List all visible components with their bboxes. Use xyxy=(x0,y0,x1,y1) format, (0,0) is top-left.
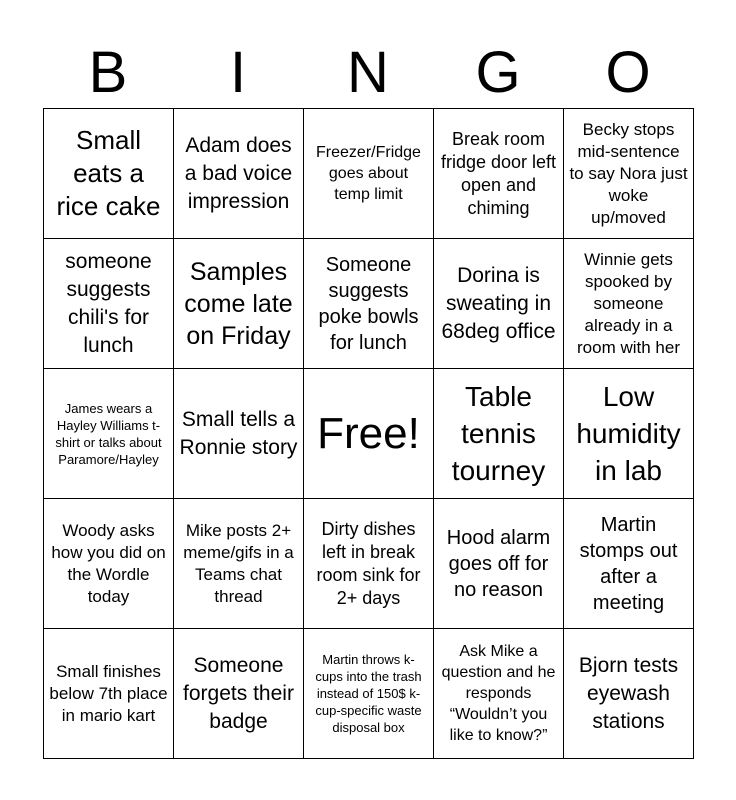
cell-text: Woody asks how you did on the Wordle today xyxy=(51,520,166,606)
bingo-cell[interactable] xyxy=(44,239,174,369)
bingo-cell[interactable] xyxy=(174,629,304,759)
cell-text: Table tennis tourney xyxy=(451,381,546,486)
bingo-cell[interactable] xyxy=(564,369,694,499)
cell-text: Small tells a Ronnie story xyxy=(179,407,298,459)
cell-text: Martin throws k-cups into the trash instead of 150$ k-cup-specific waste disposal box xyxy=(315,652,422,735)
cell-text: Hood alarm goes off for no reason xyxy=(446,526,551,601)
bingo-cell[interactable] xyxy=(304,109,434,239)
bingo-board xyxy=(43,108,694,759)
bingo-cell[interactable] xyxy=(304,629,434,759)
header-letter-n: N xyxy=(347,40,389,105)
bingo-cell[interactable] xyxy=(174,369,304,499)
cell-text: Break room fridge door left open and chiming xyxy=(440,128,557,218)
cell-text: Small finishes below 7th place in mario kart xyxy=(49,661,168,725)
bingo-cell[interactable] xyxy=(564,499,694,629)
cell-text: Martin stomps out after a meeting xyxy=(579,513,678,614)
bingo-cell[interactable] xyxy=(434,499,564,629)
bingo-cell[interactable] xyxy=(304,239,434,369)
bingo-cell[interactable] xyxy=(174,109,304,239)
bingo-cell[interactable] xyxy=(44,499,174,629)
cell-text: Adam does a bad voice impression xyxy=(184,133,293,213)
cell-text: Someone suggests poke bowls for lunch xyxy=(318,253,419,354)
cell-text: Dirty dishes left in break room sink for 2+ days xyxy=(316,518,421,608)
bingo-cell[interactable] xyxy=(564,109,694,239)
bingo-header xyxy=(43,40,693,106)
bingo-cell[interactable] xyxy=(434,629,564,759)
bingo-cell[interactable] xyxy=(434,239,564,369)
bingo-cell[interactable] xyxy=(434,109,564,239)
free-space-text: Free! xyxy=(317,408,420,458)
cell-text: James wears a Hayley Williams t-shirt or talks about Paramore/Hayley xyxy=(55,400,162,467)
bingo-cell[interactable] xyxy=(434,369,564,499)
cell-text: Mike posts 2+ meme/gifs in a Teams chat thread xyxy=(183,520,294,606)
cell-text: Freezer/Fridge goes about temp limit xyxy=(316,144,421,203)
header-letter-o: O xyxy=(605,40,651,105)
cell-text: Winnie gets spooked by someone already in a room with her xyxy=(577,249,680,357)
cell-text: Bjorn tests eyewash stations xyxy=(578,653,679,733)
cell-text: Becky stops mid-sentence to say Nora just woke up/moved xyxy=(569,119,688,227)
header-letter-i: I xyxy=(229,40,247,105)
bingo-cell[interactable] xyxy=(564,239,694,369)
cell-text: Someone forgets their badge xyxy=(183,653,294,733)
cell-text: Dorina is sweating in 68deg office xyxy=(441,263,556,343)
bingo-cell[interactable] xyxy=(44,629,174,759)
free-space-cell[interactable] xyxy=(304,369,434,499)
header-letter-g: G xyxy=(475,40,521,105)
bingo-cell[interactable] xyxy=(564,629,694,759)
bingo-cell[interactable] xyxy=(174,499,304,629)
cell-text: Low humidity in lab xyxy=(576,381,681,486)
bingo-cell[interactable] xyxy=(174,239,304,369)
cell-text: someone suggests chili's for lunch xyxy=(65,249,152,357)
bingo-cell[interactable] xyxy=(304,499,434,629)
header-letter-b: B xyxy=(88,40,128,105)
bingo-cell[interactable] xyxy=(44,109,174,239)
cell-text: Small eats a rice cake xyxy=(56,125,161,221)
cell-text: Samples come late on Friday xyxy=(184,257,293,350)
cell-text: Ask Mike a question and he responds “Wouldn’t you like to know?” xyxy=(441,643,556,744)
bingo-cell[interactable] xyxy=(44,369,174,499)
